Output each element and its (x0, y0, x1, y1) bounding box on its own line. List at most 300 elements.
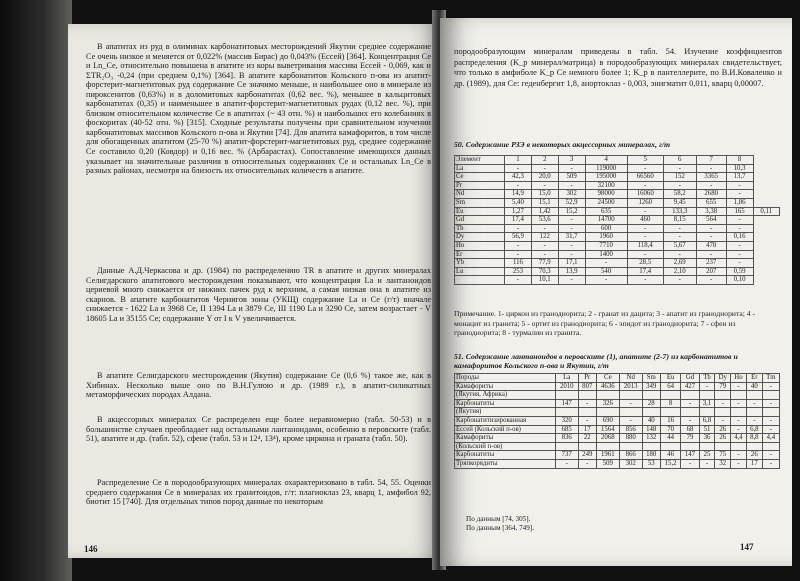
table-cell (596, 442, 619, 451)
table-cell (746, 442, 762, 451)
table-cell: 119000 (585, 164, 627, 173)
table-cell: 132 (642, 434, 660, 443)
table-cell: 564 (696, 216, 726, 225)
column-header: 7 (696, 156, 726, 165)
table-cell: 15,2 (660, 459, 681, 468)
table-cell: 75 (715, 451, 731, 460)
table-cell: - (715, 416, 731, 425)
table-cell: 685 (555, 425, 578, 434)
table-cell: 866 (619, 451, 642, 460)
table-cell: - (696, 164, 726, 173)
table-cell: - (585, 259, 627, 268)
table-cell: 148 (642, 425, 660, 434)
column-header: Er (746, 374, 762, 383)
table-cell: - (699, 382, 715, 391)
table-cell: 14700 (585, 216, 627, 225)
table-cell: 28 (642, 399, 660, 408)
table-row (455, 259, 780, 268)
table-cell: 116 (504, 259, 531, 268)
table-cell: 690 (596, 416, 619, 425)
table-cell: - (726, 190, 753, 199)
table-cell: - (762, 425, 779, 434)
table-cell (746, 408, 762, 417)
table-cell: 79 (681, 434, 699, 443)
table-row (455, 216, 780, 225)
right-page (440, 18, 792, 566)
table-cell: - (627, 250, 663, 259)
right-intro-paragraph: породообразующим минералам приведены в табл. 54. Изучение коэффициентов распределения (K_p минерал/матрица) в породообразующих минералах свидетельствует, что только в амфиболе K_p Се немного более 1; K_p в пантеллерите, по В.И.Коваленко и др. (1989), для Се: геденбергит 1,8, анортоклаз - 0,003, энигматит 0,011, кварц 0,00007. (454, 47, 782, 88)
table-cell: 26 (746, 451, 762, 460)
table-cell: - (715, 399, 731, 408)
table-cell: 46 (660, 451, 681, 460)
table-cell: 0,59 (726, 267, 753, 276)
table-row (455, 267, 780, 276)
table-cell: - (531, 250, 558, 259)
table-cell: 180 (642, 451, 660, 460)
table-row (455, 276, 780, 285)
table-cell: 302 (558, 190, 585, 199)
table-cell: - (726, 216, 753, 225)
table-cell: - (726, 250, 753, 259)
table-cell: 4,4 (731, 434, 747, 443)
table-cell: 320 (555, 416, 578, 425)
table-cell: - (696, 250, 726, 259)
table-cell: 22 (578, 434, 596, 443)
table-cell: - (619, 416, 642, 425)
left-page-number: 146 (84, 544, 98, 554)
table-cell: - (627, 276, 663, 285)
column-header: Eu (660, 374, 681, 383)
table-cell: 302 (619, 459, 642, 468)
table-cell (555, 442, 578, 451)
table-cell: 635 (585, 207, 627, 216)
table-cell: 26 (715, 434, 731, 443)
column-header: 1 (504, 156, 531, 165)
table-cell: 58,2 (663, 190, 696, 199)
column-header: Gd (681, 374, 699, 383)
table-cell: 66560 (627, 173, 663, 182)
table-cell: 24500 (585, 198, 627, 207)
table-cell (699, 442, 715, 451)
table-cell: 122 (531, 233, 558, 242)
table-cell: - (504, 224, 531, 233)
table-cell (715, 391, 731, 400)
table-cell: 2,10 (663, 267, 696, 276)
table-cell: - (726, 181, 753, 190)
table-cell: 32 (715, 459, 731, 468)
table-cell: 8 (660, 399, 681, 408)
table-cell: 98000 (585, 190, 627, 199)
table-51-footnotes (466, 515, 534, 533)
table-cell: 26 (715, 425, 731, 434)
table-row (455, 250, 780, 259)
table-row (455, 382, 780, 391)
table-cell: - (731, 425, 747, 434)
table-cell: 0,11 (753, 207, 780, 216)
table-cell: - (726, 241, 753, 250)
column-header: 6 (663, 156, 696, 165)
column-header: Dy (715, 374, 731, 383)
table-cell (660, 408, 681, 417)
column-header: Pr (578, 374, 596, 383)
table-cell: - (696, 224, 726, 233)
table-cell: 2068 (596, 434, 619, 443)
table-cell: 3365 (696, 173, 726, 182)
table-cell (642, 391, 660, 400)
table-cell: Камафориты (455, 382, 556, 391)
table-cell: 0,16 (726, 233, 753, 242)
table-cell: - (663, 224, 696, 233)
table-cell: (Якутия) (455, 408, 556, 417)
table-cell: - (504, 276, 531, 285)
table-cell: 56,9 (504, 233, 531, 242)
table-cell: 68 (681, 425, 699, 434)
table-cell: - (663, 164, 696, 173)
table-cell: 79 (715, 382, 731, 391)
table-row (455, 241, 780, 250)
table-51-lanthanides-perovskite-apatite (454, 373, 780, 469)
table-cell: 207 (696, 267, 726, 276)
table-cell: 737 (555, 451, 578, 460)
column-header: Породы (455, 374, 556, 383)
table-row (455, 198, 780, 207)
table-row (455, 224, 780, 233)
table-cell: 509 (596, 459, 619, 468)
table-cell: 836 (555, 434, 578, 443)
table-cell: - (558, 241, 585, 250)
table-row (455, 181, 780, 190)
table-cell: - (731, 399, 747, 408)
table-cell: Er (455, 250, 505, 259)
table-cell: 13,9 (558, 267, 585, 276)
table-cell: 856 (619, 425, 642, 434)
table-cell: - (762, 459, 779, 468)
table-cell: - (681, 416, 699, 425)
table-cell: 5,67 (663, 241, 696, 250)
table-50-caption: 50. Содержание РЗЭ в некоторых акцессорных минералах, г/т (454, 140, 671, 149)
table-cell: 53,6 (531, 216, 558, 225)
table-cell: - (746, 399, 762, 408)
table-row (455, 173, 780, 182)
table-cell: 1,27 (504, 207, 531, 216)
table-cell: - (726, 259, 753, 268)
table-cell (731, 442, 747, 451)
table-cell: - (504, 250, 531, 259)
table-cell: 51 (699, 425, 715, 434)
table-51-header-row (455, 374, 780, 383)
table-cell: 13,7 (726, 173, 753, 182)
table-cell: - (558, 164, 585, 173)
table-cell: - (504, 241, 531, 250)
table-cell: Карбонатитизированная (455, 416, 556, 425)
table-cell (642, 442, 660, 451)
table-cell: 15,0 (531, 190, 558, 199)
table-cell: 1260 (627, 198, 663, 207)
table-cell: 16 (660, 416, 681, 425)
left-page (68, 24, 440, 558)
table-cell: 880 (619, 434, 642, 443)
table-cell (715, 442, 731, 451)
table-cell: Yb (455, 259, 505, 268)
table-cell: 118,4 (627, 241, 663, 250)
table-row (455, 233, 780, 242)
table-cell: 17 (746, 459, 762, 468)
table-cell: Sm (455, 198, 505, 207)
table-row (455, 190, 780, 199)
table-cell: 28,5 (627, 259, 663, 268)
column-header: Элемент (455, 156, 505, 165)
column-header: Ce (596, 374, 619, 383)
left-paragraph-4: В акцессорных минералах Се распределен еще более неравномерно (табл. 50-53) и в большинстве случаев преобладает над остальными лантаноидами, особенно в перовските (табл. 51), апатите и др. (табл. 52), сфене (табл. 53 и 12⁴, 13⁴), кроме циркона и граната (табл. 50). (86, 415, 431, 444)
table-cell: - (504, 181, 531, 190)
table-cell: 42,3 (504, 173, 531, 182)
table-cell: Карбонатиты (455, 399, 556, 408)
table-50-note: Примечание. 1- циркон из гранодиорита; 2 - гранат из дацита; 3 - апатит из гранодиорита; 4 - монацит из гранита; 5 - ортит из гранодиорита; 6 - эпидот из гранодиорита; 7 - сфен из гранодиорита; 8 - турмалин из гранита. (454, 309, 755, 338)
table-cell: - (699, 459, 715, 468)
table-cell: 147 (681, 451, 699, 460)
table-51-footnote-1: По данным [74, 305]. (466, 515, 531, 523)
table-row (455, 408, 780, 417)
table-row (455, 425, 780, 434)
table-cell: Lu (455, 267, 505, 276)
table-cell: Карбонатиты (455, 451, 556, 460)
table-cell: - (558, 216, 585, 225)
column-header: 3 (558, 156, 585, 165)
table-cell (715, 408, 731, 417)
table-cell: 6,8 (699, 416, 715, 425)
table-cell: - (504, 164, 531, 173)
table-cell (555, 408, 578, 417)
table-51-footnote-2: По данным [364, 749]. (466, 523, 535, 532)
column-header: Tb (699, 374, 715, 383)
table-cell (731, 391, 747, 400)
table-cell: 1,42 (531, 207, 558, 216)
left-paragraph-5: Распределение Се в породообразующих минералах охарактеризовано в табл. 54, 55. Оценки среднего содержания Се в минералах их гранитоидов, г/т: плагиоклаз 23, кварц 1, амфибол 92, биотит 15 [740]. Для отдельных типов пород данные по некоторым (86, 478, 431, 507)
table-cell: 807 (578, 382, 596, 391)
table-cell: - (696, 233, 726, 242)
table-cell: 15,1 (531, 198, 558, 207)
table-cell: - (696, 181, 726, 190)
table-cell (731, 408, 747, 417)
table-cell: - (585, 276, 627, 285)
table-cell: 3,38 (696, 207, 726, 216)
column-header: 2 (531, 156, 558, 165)
table-cell: 1960 (585, 233, 627, 242)
table-cell: 460 (627, 216, 663, 225)
table-cell (762, 391, 779, 400)
table-row (455, 164, 780, 173)
table-cell: - (531, 164, 558, 173)
table-cell: - (555, 459, 578, 468)
table-cell: 1400 (585, 250, 627, 259)
table-cell: - (663, 250, 696, 259)
table-cell: - (627, 224, 663, 233)
table-cell: 6,8 (746, 425, 762, 434)
table-50-ree-accessory (454, 155, 780, 285)
table-cell: 133,3 (663, 207, 696, 216)
table-cell: - (619, 399, 642, 408)
table-cell (746, 391, 762, 400)
column-header: Ho (731, 374, 747, 383)
table-cell (619, 442, 642, 451)
table-cell (681, 391, 699, 400)
table-cell: Камафориты (455, 434, 556, 443)
table-cell: 4636 (596, 382, 619, 391)
column-header: 8 (726, 156, 753, 165)
table-cell (578, 391, 596, 400)
table-cell: 3,1 (699, 399, 715, 408)
table-cell: - (762, 416, 779, 425)
table-cell: 2010 (555, 382, 578, 391)
table-cell: (Кольский п-ов) (455, 442, 556, 451)
table-cell: - (762, 382, 779, 391)
table-cell: 600 (585, 224, 627, 233)
table-cell (619, 408, 642, 417)
table-cell (578, 408, 596, 417)
table-cell (762, 408, 779, 417)
table-cell: - (531, 181, 558, 190)
table-cell: - (531, 224, 558, 233)
table-cell: 17,4 (504, 216, 531, 225)
table-cell: 427 (681, 382, 699, 391)
table-cell: - (726, 224, 753, 233)
table-cell: 253 (504, 267, 531, 276)
table-cell: 10,1 (531, 276, 558, 285)
table-cell: Pr (455, 181, 505, 190)
table-row (455, 434, 780, 443)
table-cell: - (531, 241, 558, 250)
table-cell (619, 391, 642, 400)
table-row (455, 459, 780, 468)
table-cell: Ce (455, 173, 505, 182)
table-cell (642, 408, 660, 417)
table-cell (596, 408, 619, 417)
table-cell (578, 442, 596, 451)
table-cell: Eu (455, 207, 505, 216)
table-cell: 15,2 (558, 207, 585, 216)
table-cell (681, 408, 699, 417)
table-cell (699, 408, 715, 417)
table-cell (762, 442, 779, 451)
table-cell: Tb (455, 224, 505, 233)
table-cell: 17,1 (558, 259, 585, 268)
table-cell: 9,45 (663, 198, 696, 207)
table-cell: - (762, 451, 779, 460)
table-cell: 152 (663, 173, 696, 182)
table-cell (660, 391, 681, 400)
table-cell: - (578, 459, 596, 468)
table-cell: - (663, 233, 696, 242)
table-cell: 4,4 (762, 434, 779, 443)
table-cell: 25 (699, 451, 715, 460)
table-row (455, 416, 780, 425)
table-cell: - (681, 399, 699, 408)
table-cell: - (696, 276, 726, 285)
table-cell: - (731, 459, 747, 468)
table-cell: - (558, 250, 585, 259)
book-cover-edge (0, 0, 72, 581)
table-cell: 8,8 (746, 434, 762, 443)
table-cell: 77,9 (531, 259, 558, 268)
table-cell: 8,15 (663, 216, 696, 225)
table-cell: 2013 (619, 382, 642, 391)
table-cell: - (762, 399, 779, 408)
table-cell: - (681, 459, 699, 468)
table-cell: (Якутия, Африка) (455, 391, 556, 400)
table-cell: 249 (578, 451, 596, 460)
table-cell: 20,0 (531, 173, 558, 182)
table-cell: - (627, 233, 663, 242)
table-cell: 7710 (585, 241, 627, 250)
table-row (455, 451, 780, 460)
table-row (455, 391, 780, 400)
table-cell: Тряпкорядиты (455, 459, 556, 468)
table-cell: Dy (455, 233, 505, 242)
table-cell: - (627, 181, 663, 190)
table-cell: 470 (696, 241, 726, 250)
table-cell: - (558, 181, 585, 190)
table-cell: 237 (696, 259, 726, 268)
table-cell: 70 (660, 425, 681, 434)
table-cell: 53 (642, 459, 660, 468)
table-cell: 0,10 (726, 276, 753, 285)
table-cell: La (455, 164, 505, 173)
table-cell: 40 (642, 416, 660, 425)
table-cell: 195000 (585, 173, 627, 182)
table-51-caption: 51. Содержание лантаноидов в перовските (1), апатите (2-7) из карбонатитов и камафоритов Кольского п-ова и Якутии, г/т (454, 352, 738, 371)
table-cell: - (663, 276, 696, 285)
column-header: Nd (619, 374, 642, 383)
table-cell (555, 391, 578, 400)
table-cell: 17 (578, 425, 596, 434)
table-cell: 165 (726, 207, 753, 216)
table-cell: - (627, 207, 663, 216)
table-cell: - (578, 399, 596, 408)
table-cell: 655 (696, 198, 726, 207)
table-cell: 64 (660, 382, 681, 391)
table-row (455, 399, 780, 408)
table-cell: 540 (585, 267, 627, 276)
left-paragraph-2: Данные А.Д.Черкасова и др. (1984) по распределению ТR в апатите и других минералах Селигдарского апатитового месторождения показывают, что концентрация La и лантаноидов цериевой много снижается от нижних пачек руд к верхним, а самая низкая она в апатите из скарнов. В апатите карбонатитов Чернигов зоны (УКЩ) содержание La и Се (г/т) вначале снижается - 1622 La и 3968 Се, II 1394 La и 3879 Се, III 1190 La и 3290 Се, затем возрастает - V 18605 La и 35155 Се; содержание Y от I к V увеличивается. (86, 266, 431, 323)
table-cell: 2,69 (663, 259, 696, 268)
table-cell: 52,9 (558, 198, 585, 207)
table-cell: 1,86 (726, 198, 753, 207)
table-cell: 5,40 (504, 198, 531, 207)
table-cell: 1564 (596, 425, 619, 434)
table-cell: - (746, 416, 762, 425)
table-cell (681, 442, 699, 451)
table-cell: - (731, 451, 747, 460)
table-cell: - (578, 416, 596, 425)
table-row (455, 207, 780, 216)
table-cell: Ho (455, 241, 505, 250)
table-cell (699, 391, 715, 400)
column-header: Sm (642, 374, 660, 383)
left-paragraph-3: В апатите Селигдарского месторождения (Якутия) содержание Се (0,6 %) такое же, как в Хибинах. Несколько выше оно по В.Н.Гулюю и др. (1989 г.), в апатит-силикатных метаморфических породах Алдана. (86, 371, 431, 400)
column-header: 5 (627, 156, 663, 165)
table-cell: 2680 (696, 190, 726, 199)
table-cell: 31,7 (558, 233, 585, 242)
table-cell: 326 (596, 399, 619, 408)
left-paragraph-1: В апатитах из руд в олиминах карбонатитовых месторождений Якутии среднее содержание Се очень низкое и меняется от 0,022% (массив Бирас) до 0,043% (Ессей) [364]. Концентрация Се и Ln_Ce, относительно повышена в апатите из коры выветривания массива Ессей - 0,069, как и ΣTR₂O₃ -0,24 (при среднем 0,1%) [364]. В апатите карбонатитов Кольского п-ова из апатит-форстерит-магнетитовых руд содержание Се значимо меньше, и наибольшее оно в минерале из пироксенитов (0,63%) и в доломитовых карбонатитах (0,62 вес. %), меньшее в кальцитовых карбонатитах (0,35) и наименьшее в апатит-форстерит-магнетитовых рудах (0,12 вес. %), при близком относительном количестве Се в апатитах (~ 43 отн. %) и наибольших его колебаниях в фоскоритах (40-52 отн. %) [315]. Сходные результаты получены при сравнительном изучении карбонатитовых массивов Кольского п-ова и Якутии [74]. Для апатита камафоритов, в том числе для обогащенных апатитом (25-70 %) апатит-форстерит-магнетитовых руд, среднее содержание Се составило 0,20 (Ковдор) и 0,16 вес. % (Арбарастах). Сопоставление имеющихся данных указывает на значительные различия в относительных содержаниях Се и остальных Ln_Ce в разных районах, несмотря на близость их относительных количеств в апатите. (86, 42, 431, 176)
table-cell: 147 (555, 399, 578, 408)
table-cell: 36 (699, 434, 715, 443)
column-header: La (555, 374, 578, 383)
table-cell: 10,3 (726, 164, 753, 173)
table-cell: 509 (558, 173, 585, 182)
table-cell: 40 (746, 382, 762, 391)
column-header: Tm (762, 374, 779, 383)
